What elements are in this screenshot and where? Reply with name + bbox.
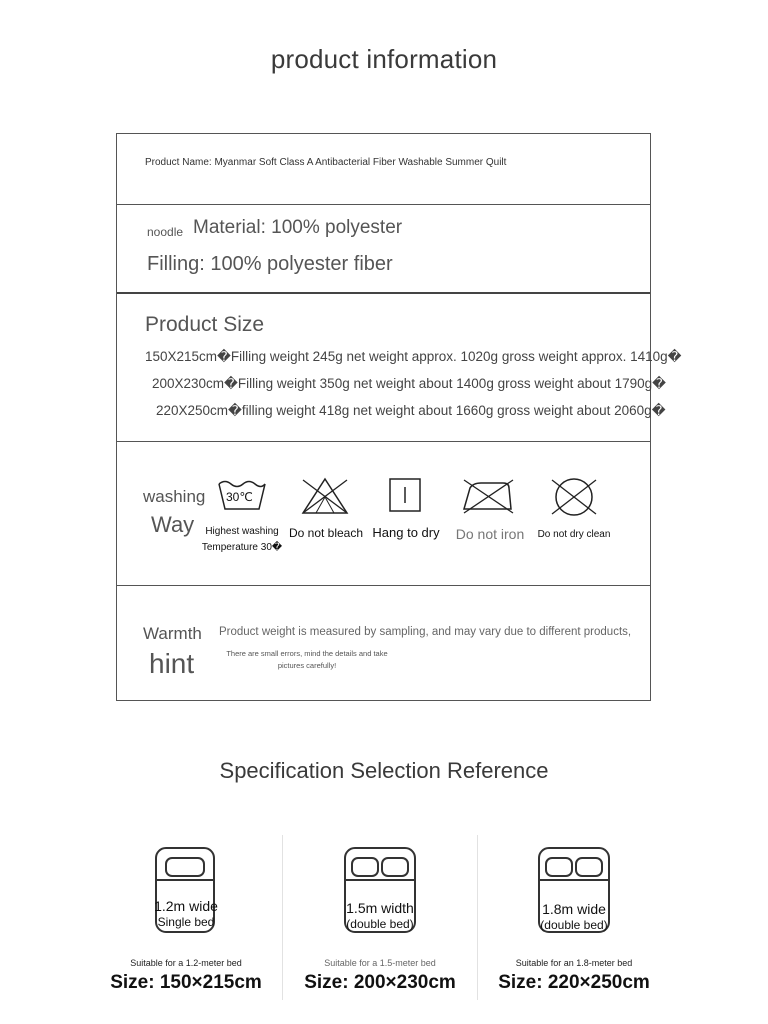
- bleach-label: Do not bleach: [288, 526, 364, 540]
- warmth-row: [117, 585, 650, 702]
- bed-size: Size: 200×230cm: [304, 972, 456, 993]
- product-info-table: [116, 133, 682, 701]
- washing-label: washing: [143, 487, 206, 506]
- spec-title: Specification Selection Reference: [219, 758, 549, 783]
- hint-sub-text: There are small errors, mind the details and take pictures carefully!: [226, 649, 388, 670]
- hint-label: hint: [149, 648, 195, 679]
- spec-card-double-150: [280, 840, 480, 1010]
- hint-main-text: Product weight is measured by sampling, and may vary due to different products,: [219, 626, 632, 638]
- warmth-label: Warmth: [143, 624, 202, 643]
- washing-row: [117, 441, 650, 586]
- filling-line: Filling: 100% polyester fiber: [147, 253, 393, 275]
- hang-to-dry-icon: [387, 476, 423, 514]
- page-title: product information: [270, 44, 498, 74]
- product-name-row: [117, 133, 650, 205]
- spec-card-double-180: [474, 840, 674, 1010]
- bed-type: (double bed): [346, 917, 414, 931]
- way-label: Way: [151, 512, 195, 537]
- bed-suitable: Suitable for a 1.2-meter bed: [130, 958, 242, 968]
- spec-card-single: [86, 840, 286, 1010]
- bed-suitable: Suitable for an 1.8-meter bed: [515, 958, 633, 968]
- no-iron-icon: [461, 476, 515, 516]
- wash-label: Temperature 30�: [201, 542, 283, 553]
- bed-suitable: Suitable for a 1.5-meter bed: [324, 958, 436, 968]
- wash-label: Highest washing: [205, 526, 279, 537]
- bed-size: Size: 220×250cm: [498, 972, 650, 993]
- bed-width: 1.2m wide: [154, 898, 218, 914]
- product-size-row: [117, 292, 682, 443]
- no-bleach-icon: [299, 476, 351, 516]
- dry-clean-label: Do not dry clean: [537, 529, 611, 540]
- wash-temp-text: 30℃: [226, 490, 253, 504]
- noodle-label: noodle: [147, 225, 184, 239]
- size-line: 220X250cm�filling weight 418g net weight about 1660g gross weight about 2060g�: [156, 403, 666, 418]
- material-line: Material: 100% polyester: [193, 217, 403, 238]
- material-row: [117, 204, 650, 293]
- product-name: Product Name: Myanmar Soft Class A Antibacterial Fiber Washable Summer Quilt: [145, 157, 507, 168]
- size-line: 200X230cm�Filling weight 350g net weight about 1400g gross weight about 1790g�: [152, 376, 667, 391]
- bed-width: 1.5m width: [346, 900, 414, 916]
- dry-label: Hang to dry: [372, 525, 440, 540]
- bed-type: Single bed: [157, 915, 215, 929]
- bed-size: Size: 150×215cm: [110, 972, 262, 993]
- bed-type: (double bed): [540, 918, 608, 932]
- product-size-title: Product Size: [145, 313, 265, 336]
- size-line: 150X215cm�Filling weight 245g net weight approx. 1020g gross weight approx. 1410g�: [145, 349, 682, 364]
- iron-label: Do not iron: [455, 526, 525, 542]
- bed-width: 1.8m wide: [542, 901, 606, 917]
- no-dry-clean-icon: [547, 476, 601, 518]
